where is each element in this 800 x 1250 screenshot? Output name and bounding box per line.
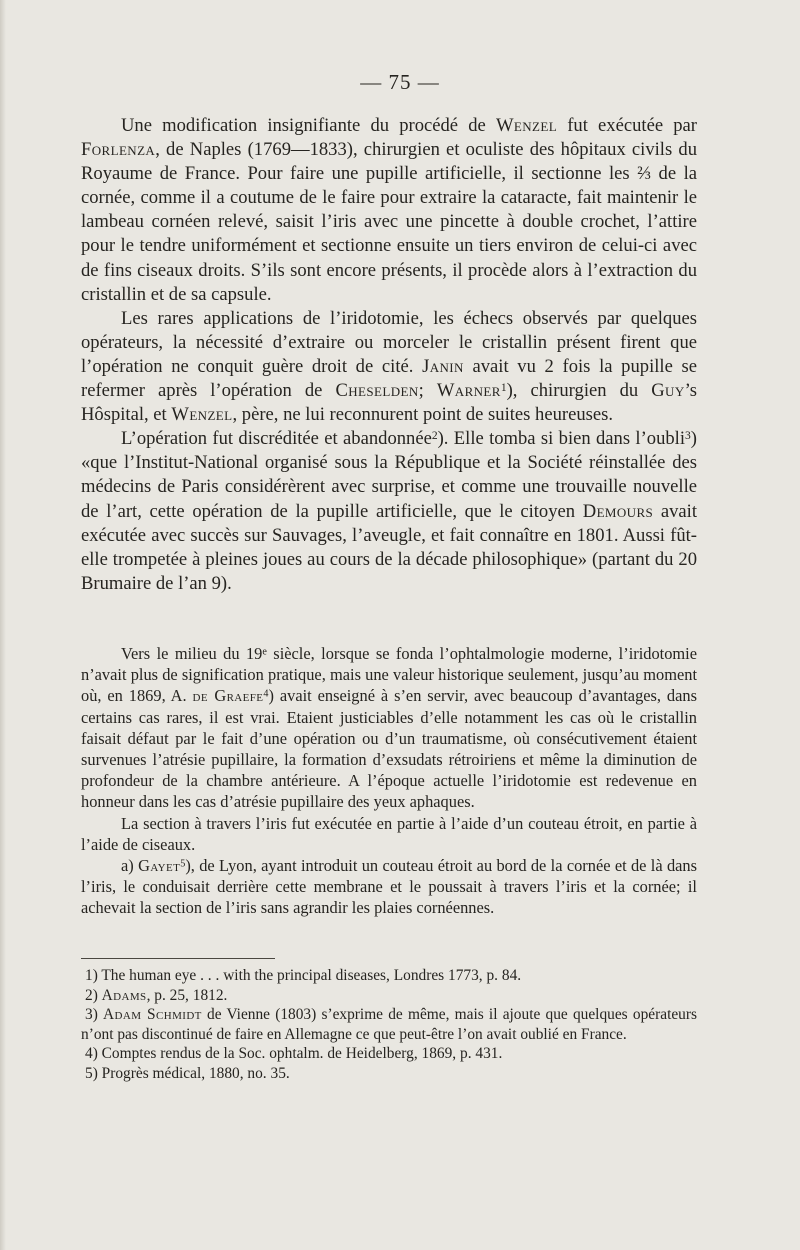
paragraph-section-methods: La section à travers l’iris fut exécutée en partie à l’aide d’un couteau étroit, en partie à l’aide de ciseaux. xyxy=(81,813,697,854)
author-name: Wenzel xyxy=(495,115,558,136)
footnote-ref: 5 xyxy=(180,858,186,870)
century-superscript: e xyxy=(262,646,267,658)
author-name: de Graefe xyxy=(192,686,264,706)
paragraph-modern-iridotomy: Vers le milieu du 19e siècle, lorsque se fonda l’ophtalmologie moderne, l’iridotomie n’avait plus de signification pratique, mais une valeur historique seulement, jusqu’au moment où, en 1869, A. de Graefe$^4$) avait enseigné à s’en servir, avec beaucoup d’avantages, dans certains cas rares, il est vrai. Etaient justiciables d’elle notamment les cas où le cristallin faisait défaut par le fait d’une opération ou d’un traumatisme, où consécutivement étaient survenues l’atrésie pupillaire, la formation d’exsudats rétroiriens et même la diminution de profondeur de la chambre antérieure. A l’époque actuelle l’iridotomie est redevenue en honneur dans les cas d’atrésie pupillaire des yeux aphaques. xyxy=(81,644,697,812)
footnote-1: 1) The human eye . . . with the principal diseases, Londres 1773, p. 84. xyxy=(85,967,522,984)
main-text xyxy=(81,114,697,596)
author-name: Cheselden xyxy=(335,380,419,402)
author-name: Guy xyxy=(651,380,685,402)
page-number: — 75 — xyxy=(360,70,440,94)
author-name: Adams xyxy=(101,986,147,1004)
paragraph-forlenza: Une modification insignifiante du procédé de Wenzel fut exécutée par Forlenza, de Naples (1769—1833), chirurgien et oculiste des hôpitaux civils du Royaume de France. Pour faire une pupille artificielle, il sectionne les ⅔ de la cornée, comme il a coutume de le faire pour extraire la cataracte, fait maintenir le lambeau cornéen relevé, saisit l’iris avec une pincette à double crochet, l’attire pour le tendre uniformément et sectionne ensuite un tiers environ de celui-ci avec de fins ciseaux droits. S’ils sont encore présents, il procède alors à l’extraction du cristallin et de sa capsule. xyxy=(81,115,697,305)
footnote-ref: 2 xyxy=(431,430,438,443)
author-name: Demours xyxy=(582,500,654,522)
paragraph-gayet: a) Gayet$^5$), de Lyon, ayant introduit un couteau étroit au bord de la cornée et de là dans l’iris, le conduisait derrière cette membrane et le poussait à travers l’iris et la cornée; il achevait la section de l’iris sans agrandir les plaies cornéennes. xyxy=(81,856,697,918)
footnote-ref: 1 xyxy=(500,381,507,394)
author-name: Adam Schmidt xyxy=(103,1006,202,1024)
footnote-2: 2) Adams, p. 25, 1812. xyxy=(85,986,228,1004)
author-name: Forlenza xyxy=(81,139,156,161)
footnote-ref: 4 xyxy=(263,688,269,700)
author-name: Warner xyxy=(436,380,501,402)
footnotes xyxy=(81,966,697,1084)
author-name: Janin xyxy=(422,355,464,377)
footnote-divider xyxy=(81,958,275,959)
paragraph-discredited: L’opération fut discréditée et abandonnée$^2$). Elle tomba si bien dans l’oubli$^3$) «que l’Institut-National organisé sous la République et la Société réinstallée des médecins de Paris considérèrent avec surprise, et comme une trouvaille nouvelle de l’art, cette opération de la pupille artificielle, que le citoyen Demours avait exécutée avec succès sur Sauvages, l’aveugle, et fait connaître en 1801. Aussi fût-elle trompetée à pleines joues au cours de la décade philosophique» (partant du 20 Brumaire de l’an 9). xyxy=(81,428,697,594)
footnote-4: 4) Comptes rendus de la Soc. ophtalm. de Heidelberg, 1869, p. 431. xyxy=(85,1045,503,1063)
paragraph-applications: Les rares applications de l’iridotomie, les échecs observés par quelques opérateurs, la nécessité d’extraire ou morceler le cristallin présent firent que l’opération ne conquit guère droit de cité. Janin avait vu 2 fois la pupille se refermer après l’opération de Cheselden; Warner$^1$), chirurgien du Guy’s Hôspital, et Wenzel, père, ne lui reconnurent point de suites heureuses. xyxy=(81,307,698,426)
author-name: Wenzel xyxy=(171,404,233,426)
footnote-5: 5) Progrès médical, 1880, no. 35. xyxy=(85,1064,290,1082)
author-name: Gayet xyxy=(138,856,181,876)
small-print-section xyxy=(81,643,697,919)
page-edge xyxy=(0,0,6,1250)
footnote-3: 3) Adam Schmidt de Vienne (1803) s’exprime de même, mais il ajoute que quelques opérateurs n’ont pas discontinué de faire en Allemagne ce que peut-être l’on avait oublié en France. xyxy=(81,1006,697,1043)
footnote-ref: 3 xyxy=(685,430,691,443)
